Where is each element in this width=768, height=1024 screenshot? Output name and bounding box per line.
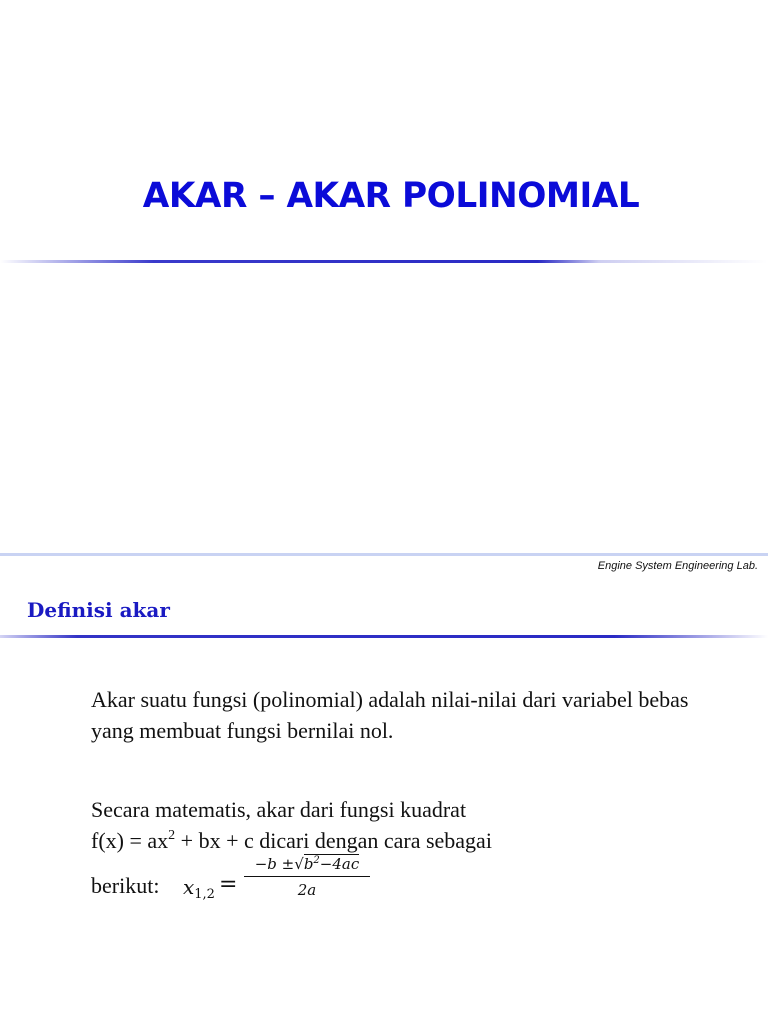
formula-fraction [244, 854, 370, 900]
radicand-exponent: 2 [313, 855, 320, 866]
content-slide [0, 556, 768, 1024]
radicand-rest: −4ac [319, 855, 360, 873]
definition-paragraph: Akar suatu fungsi (polinomial) adalah nilai-nilai dari variabel bebas yang membuat fungsi bernilai nol. [91, 687, 689, 743]
radicand-b: b [303, 855, 314, 873]
formula-intro-line: Secara matematis, akar dari fungsi kuadrat [91, 797, 467, 822]
formula-paragraph [91, 794, 731, 900]
numerator-minus-b: −b ± [254, 855, 295, 873]
function-definition-line [91, 825, 731, 856]
function-exponent: 2 [168, 828, 176, 843]
formula-equals: = [219, 872, 238, 897]
lab-footer: Engine System Engineering Lab. [597, 560, 758, 572]
formula-lead-text: berikut: [91, 873, 160, 898]
section-heading: Definisi akar [27, 598, 170, 622]
fraction-bar [244, 876, 370, 877]
sqrt-icon: √ [294, 855, 304, 873]
formula-var-subscript: 1,2 [194, 887, 215, 902]
function-text-b: + bx + c dicari dengan cara sebagai [175, 828, 492, 853]
function-text-a: f(x) = ax [91, 828, 169, 853]
formula-denominator: 2a [297, 881, 317, 899]
heading-underline [0, 635, 768, 638]
formula-numerator [244, 854, 370, 874]
slide-title: AKAR – AKAR POLINOMIAL [142, 176, 640, 216]
formula-radicand [304, 854, 359, 873]
quadratic-formula-line [91, 856, 731, 900]
formula-variable [183, 872, 215, 910]
title-underline [0, 260, 768, 263]
formula-var-letter: x [183, 875, 195, 899]
